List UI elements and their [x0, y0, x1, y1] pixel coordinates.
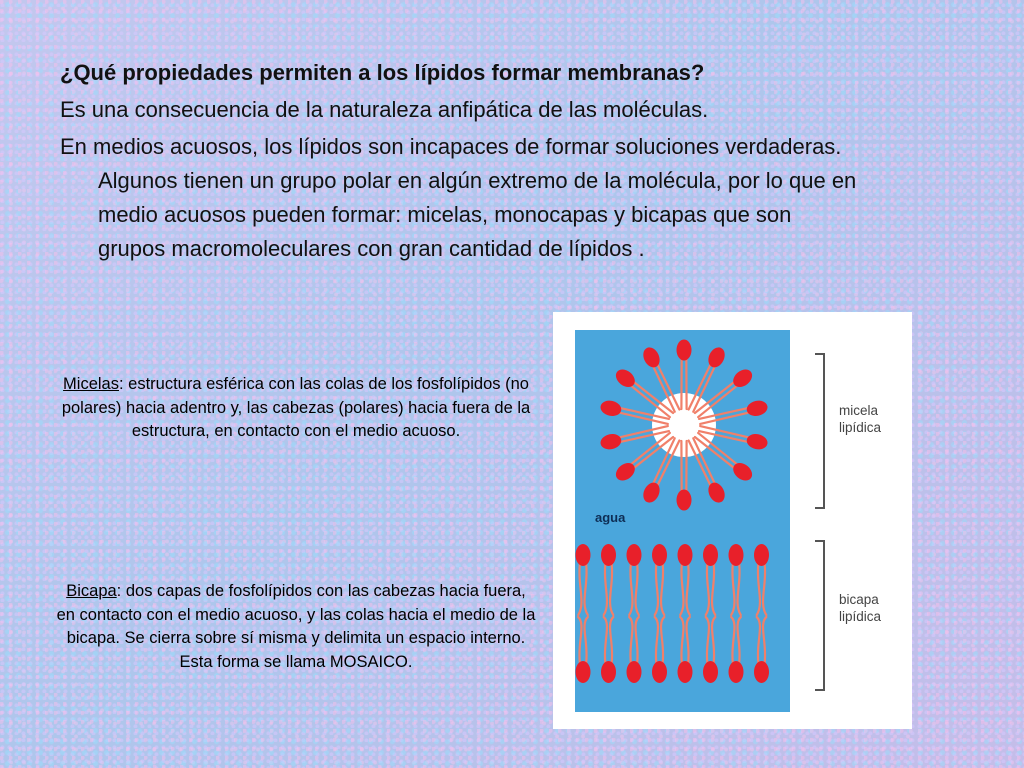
lipid-head	[678, 661, 693, 683]
lipid-head	[627, 544, 642, 566]
paragraph-anfipatica: Es una consecuencia de la naturaleza anfipática de las moléculas.	[60, 97, 709, 122]
micela-label	[839, 402, 881, 436]
micela-bracket	[815, 354, 824, 508]
lipid-head	[652, 661, 667, 683]
micela-label-line2: lipídica	[839, 420, 882, 435]
lipid-head	[678, 544, 693, 566]
micela-term: Micelas	[63, 375, 119, 393]
lipid-head	[652, 544, 667, 566]
water-label: agua	[595, 510, 626, 525]
bicapa-caption	[56, 580, 536, 674]
lipid-head	[729, 544, 744, 566]
lipid-head	[576, 544, 591, 566]
lipid-head	[703, 544, 718, 566]
lipid-head	[754, 661, 769, 683]
bicapa-label-line1: bicapa	[839, 592, 879, 607]
lipid-head	[729, 661, 744, 683]
micela-caption	[56, 373, 536, 444]
bicapa-label-line2: lipídica	[839, 609, 882, 624]
bicapa-bracket	[815, 541, 824, 690]
mosaico-note: Esta forma se llama MOSAICO.	[179, 652, 413, 671]
lipid-head	[677, 340, 692, 361]
lipid-head	[601, 661, 616, 683]
slide-question: ¿Qué propiedades permiten a los lípidos formar membranas?	[60, 60, 705, 85]
lipid-head	[754, 544, 769, 566]
lipid-structures-figure	[553, 312, 912, 729]
lipid-head	[601, 544, 616, 566]
lipid-head	[576, 661, 591, 683]
bicapa-description: : dos capas de fosfolípidos con las cabezas hacia fuera, en contacto con el medio acuoso, y las colas hacia el medio de la bicapa. Se cierra sobre sí misma y delimita un espacio interno.	[56, 582, 536, 647]
micela-label-line1: micela	[839, 403, 879, 418]
bicapa-label	[839, 591, 881, 625]
bicapa-term: Bicapa	[66, 582, 117, 600]
paragraph-medios-acuosos: En medios acuosos, los lípidos son incapaces de formar soluciones verdaderas. Algunos tienen un grupo polar en algún extremo de la molécula, por lo que en medio acuosos pueden formar: micelas, monocapas y bicapas que son grupos macromoleculares con gran cantidad de lípidos .	[60, 134, 857, 261]
slide-body-text	[60, 56, 860, 266]
lipid-head	[703, 661, 718, 683]
lipid-head	[677, 490, 692, 511]
micela-description: : estructura esférica con las colas de los fosfolípidos (no polares) hacia adentro y, las cabezas (polares) hacia fuera de la estructura, en contacto con el medio acuoso.	[61, 375, 531, 440]
lipid-head	[627, 661, 642, 683]
